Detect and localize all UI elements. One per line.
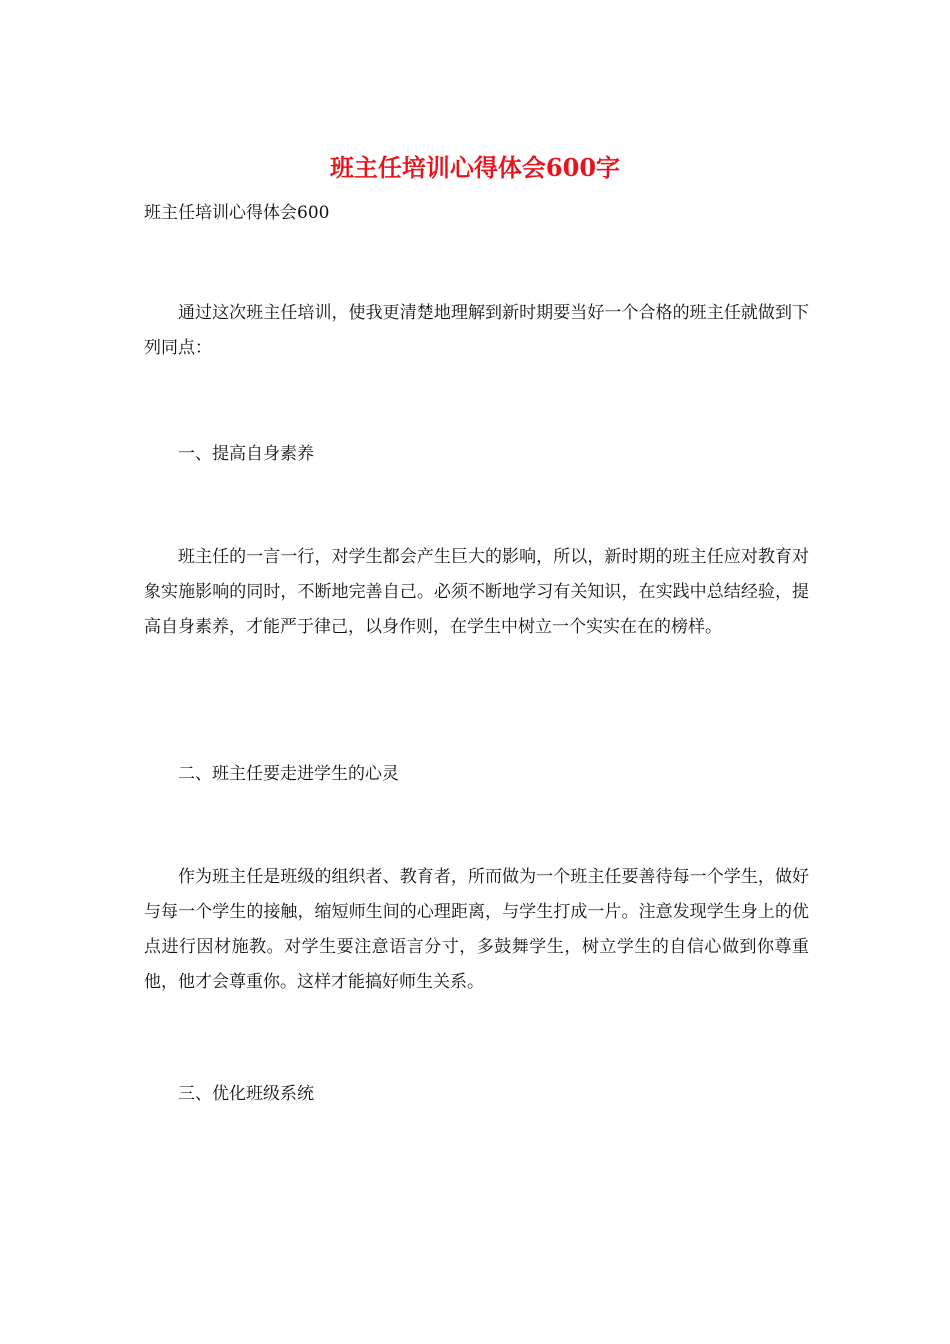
- document-subtitle: 班主任培训心得体会600: [144, 203, 330, 223]
- document-title: 班主任培训心得体会600字: [329, 153, 621, 182]
- section-paragraph-1: 班主任的一言一行，对学生都会产生巨大的影响，所以，新时期的班主任应对教育对象实施影响的同时，不断地完善自己。必须不断地学习有关知识，在实践中总结经验，提高自身素养，才能严于律己，以身作则，在学生中树立一个实实在在的榜样。: [144, 547, 809, 637]
- intro-paragraph: 通过这次班主任培训，使我更清楚地理解到新时期要当好一个合格的班主任就做到下列同点：: [144, 303, 809, 358]
- section-heading-2: 二、班主任要走进学生的心灵: [178, 764, 399, 784]
- section-heading-3: 三、优化班级系统: [178, 1084, 314, 1104]
- section-paragraph-2: 作为班主任是班级的组织者、教育者，所而做为一个班主任要善待每一个学生，做好与每一个学生的接触，缩短师生间的心理距离，与学生打成一片。注意发现学生身上的优点进行因材施教。对学生要注意语言分寸，多鼓舞学生，树立学生的自信心做到你尊重他，他才会尊重你。这样才能搞好师生关系。: [144, 867, 809, 992]
- section-heading-1: 一、提高自身素养: [178, 444, 314, 464]
